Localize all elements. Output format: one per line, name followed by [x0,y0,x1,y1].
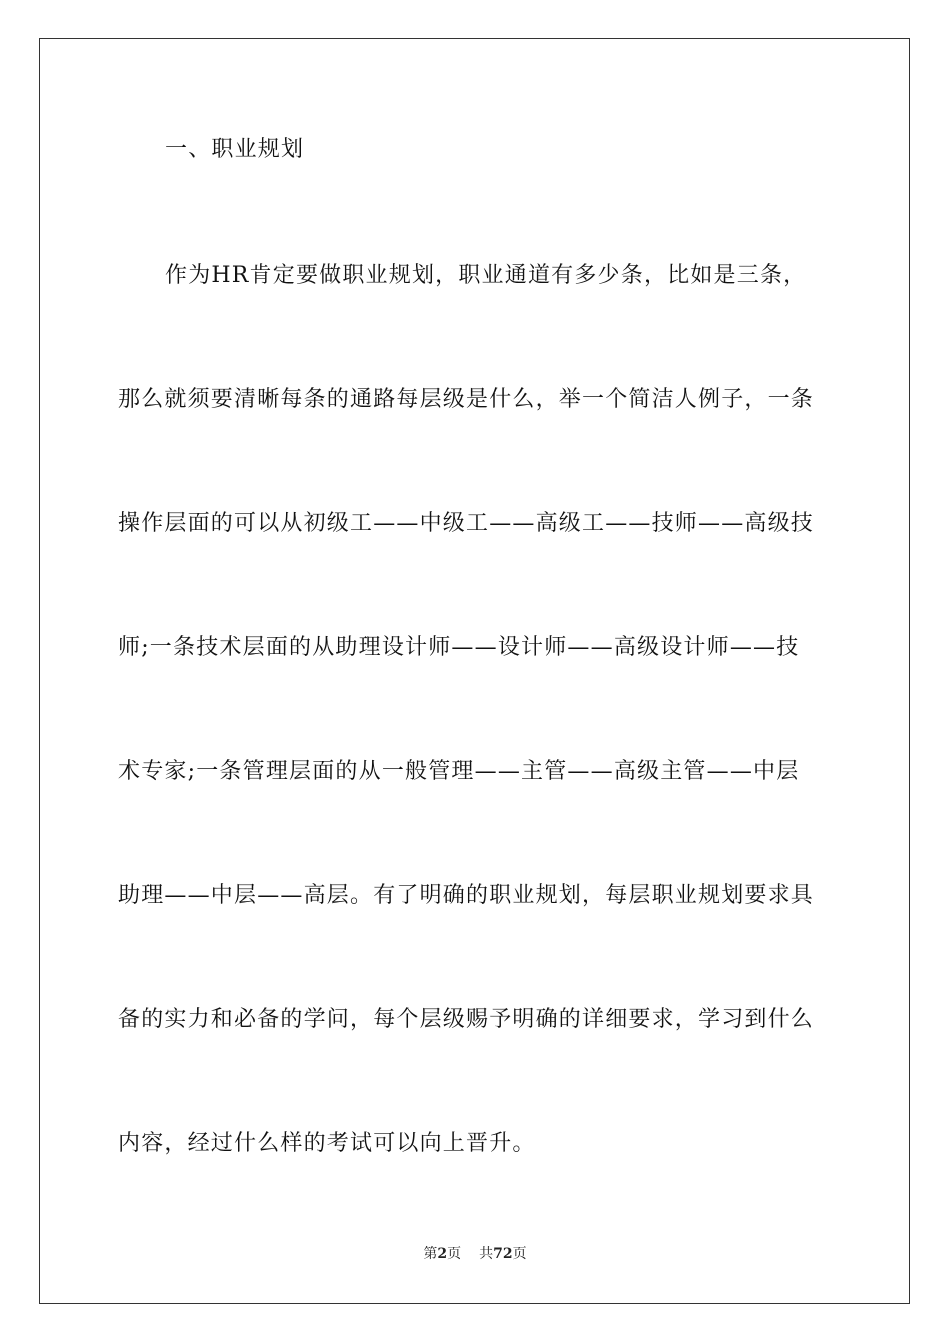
page-number: 2 [437,1246,448,1262]
total-suffix: 页 [512,1246,527,1262]
paragraph-line-5: 术专家;一条管理层面的从一般管理——主管——高级主管——中层 [118,759,800,784]
paragraph-line-7: 备的实力和必备的学问，每个层级赐予明确的详细要求，学习到什么 [118,1007,815,1032]
page-frame [39,38,910,1304]
total-pages: 72 [493,1246,513,1262]
paragraph-line-3: 操作层面的可以从初级工——中级工——高级工——技师——高级技 [118,511,815,536]
page-prefix: 第 [423,1246,438,1262]
paragraph-line-1: 作为HR肯定要做职业规划，职业通道有多少条，比如是三条， [165,263,807,288]
total-prefix: 共 [479,1246,494,1262]
section-heading: 一、职业规划 [165,137,305,162]
paragraph-line-8: 内容，经过什么样的考试可以向上晋升。 [118,1131,536,1156]
paragraph-line-6: 助理——中层——高层。有了明确的职业规划，每层职业规划要求具 [118,883,815,908]
paragraph-line-4: 师;一条技术层面的从助理设计师——设计师——高级设计师——技 [118,635,800,660]
paragraph-line-2: 那么就须要清晰每条的通路每层级是什么，举一个简洁人例子，一条 [118,387,815,412]
page-suffix: 页 [447,1246,462,1262]
page-footer [0,1244,950,1264]
